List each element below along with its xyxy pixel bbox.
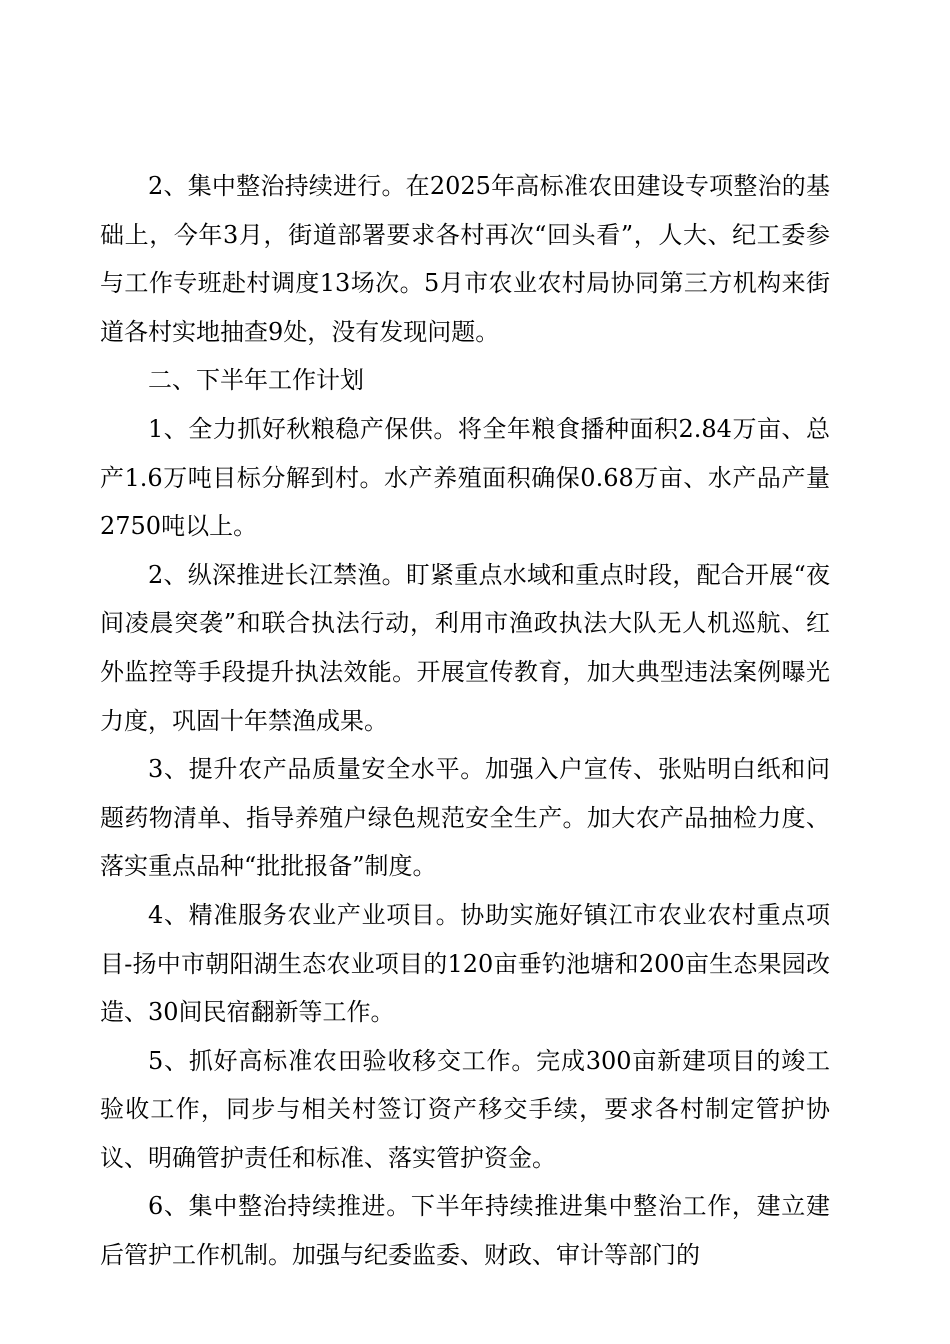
- paragraph-autumn-grain-supply: 1、全力抓好秋粮稳产保供。将全年粮食播种面积2.84万亩、总产1.6万吨目标分解到村。水产养殖面积确保0.68万亩、水产品产量2750吨以上。: [100, 414, 830, 541]
- paragraph-agricultural-industry-projects: 4、精准服务农业产业项目。协助实施好镇江市农业农村重点项目-扬中市朝阳湖生态农业项目的120亩垂钓池塘和200亩生态果园改造、30间民宿翻新等工作。: [100, 900, 830, 1027]
- paragraph-agricultural-product-quality: 3、提升农产品质量安全水平。加强入户宣传、张贴明白纸和问题药物清单、指导养殖户绿色规范安全生产。加大农产品抽检力度、落实重点品种“批批报备”制度。: [100, 755, 830, 881]
- paragraph-farmland-acceptance-transfer: 5、抓好高标准农田验收移交工作。完成300亩新建项目的竣工验收工作，同步与相关村签订资产移交手续，要求各村制定管护协议、明确管护责任和标准、落实管护资金。: [100, 1046, 830, 1172]
- document-body: [100, 162, 830, 1280]
- paragraph-farmland-rectification-progress: 2、集中整治持续进行。在2025年高标准农田建设专项整治的基础上，今年3月，街道部署要求各村再次“回头看”，人大、纪工委参与工作专班赴村调度13场次。5月市农业农村局协同第三方机构来街道各村实地抽查9处，没有发现问题。: [100, 172, 830, 346]
- section-heading-second-half-plan: 二、下半年工作计划: [148, 366, 364, 395]
- paragraph-yangtze-fishing-ban: 2、纵深推进长江禁渔。盯紧重点水域和重点时段，配合开展“夜间凌晨突袭”和联合执法行动，利用市渔政执法大队无人机巡航、红外监控等手段提升执法效能。开展宣传教育，加大典型违法案例曝光力度，巩固十年禁渔成果。: [100, 560, 830, 735]
- paragraph-rectification-continued: 6、集中整治持续推进。下半年持续推进集中整治工作，建立建后管护工作机制。加强与纪委监委、财政、审计等部门的: [100, 1192, 830, 1270]
